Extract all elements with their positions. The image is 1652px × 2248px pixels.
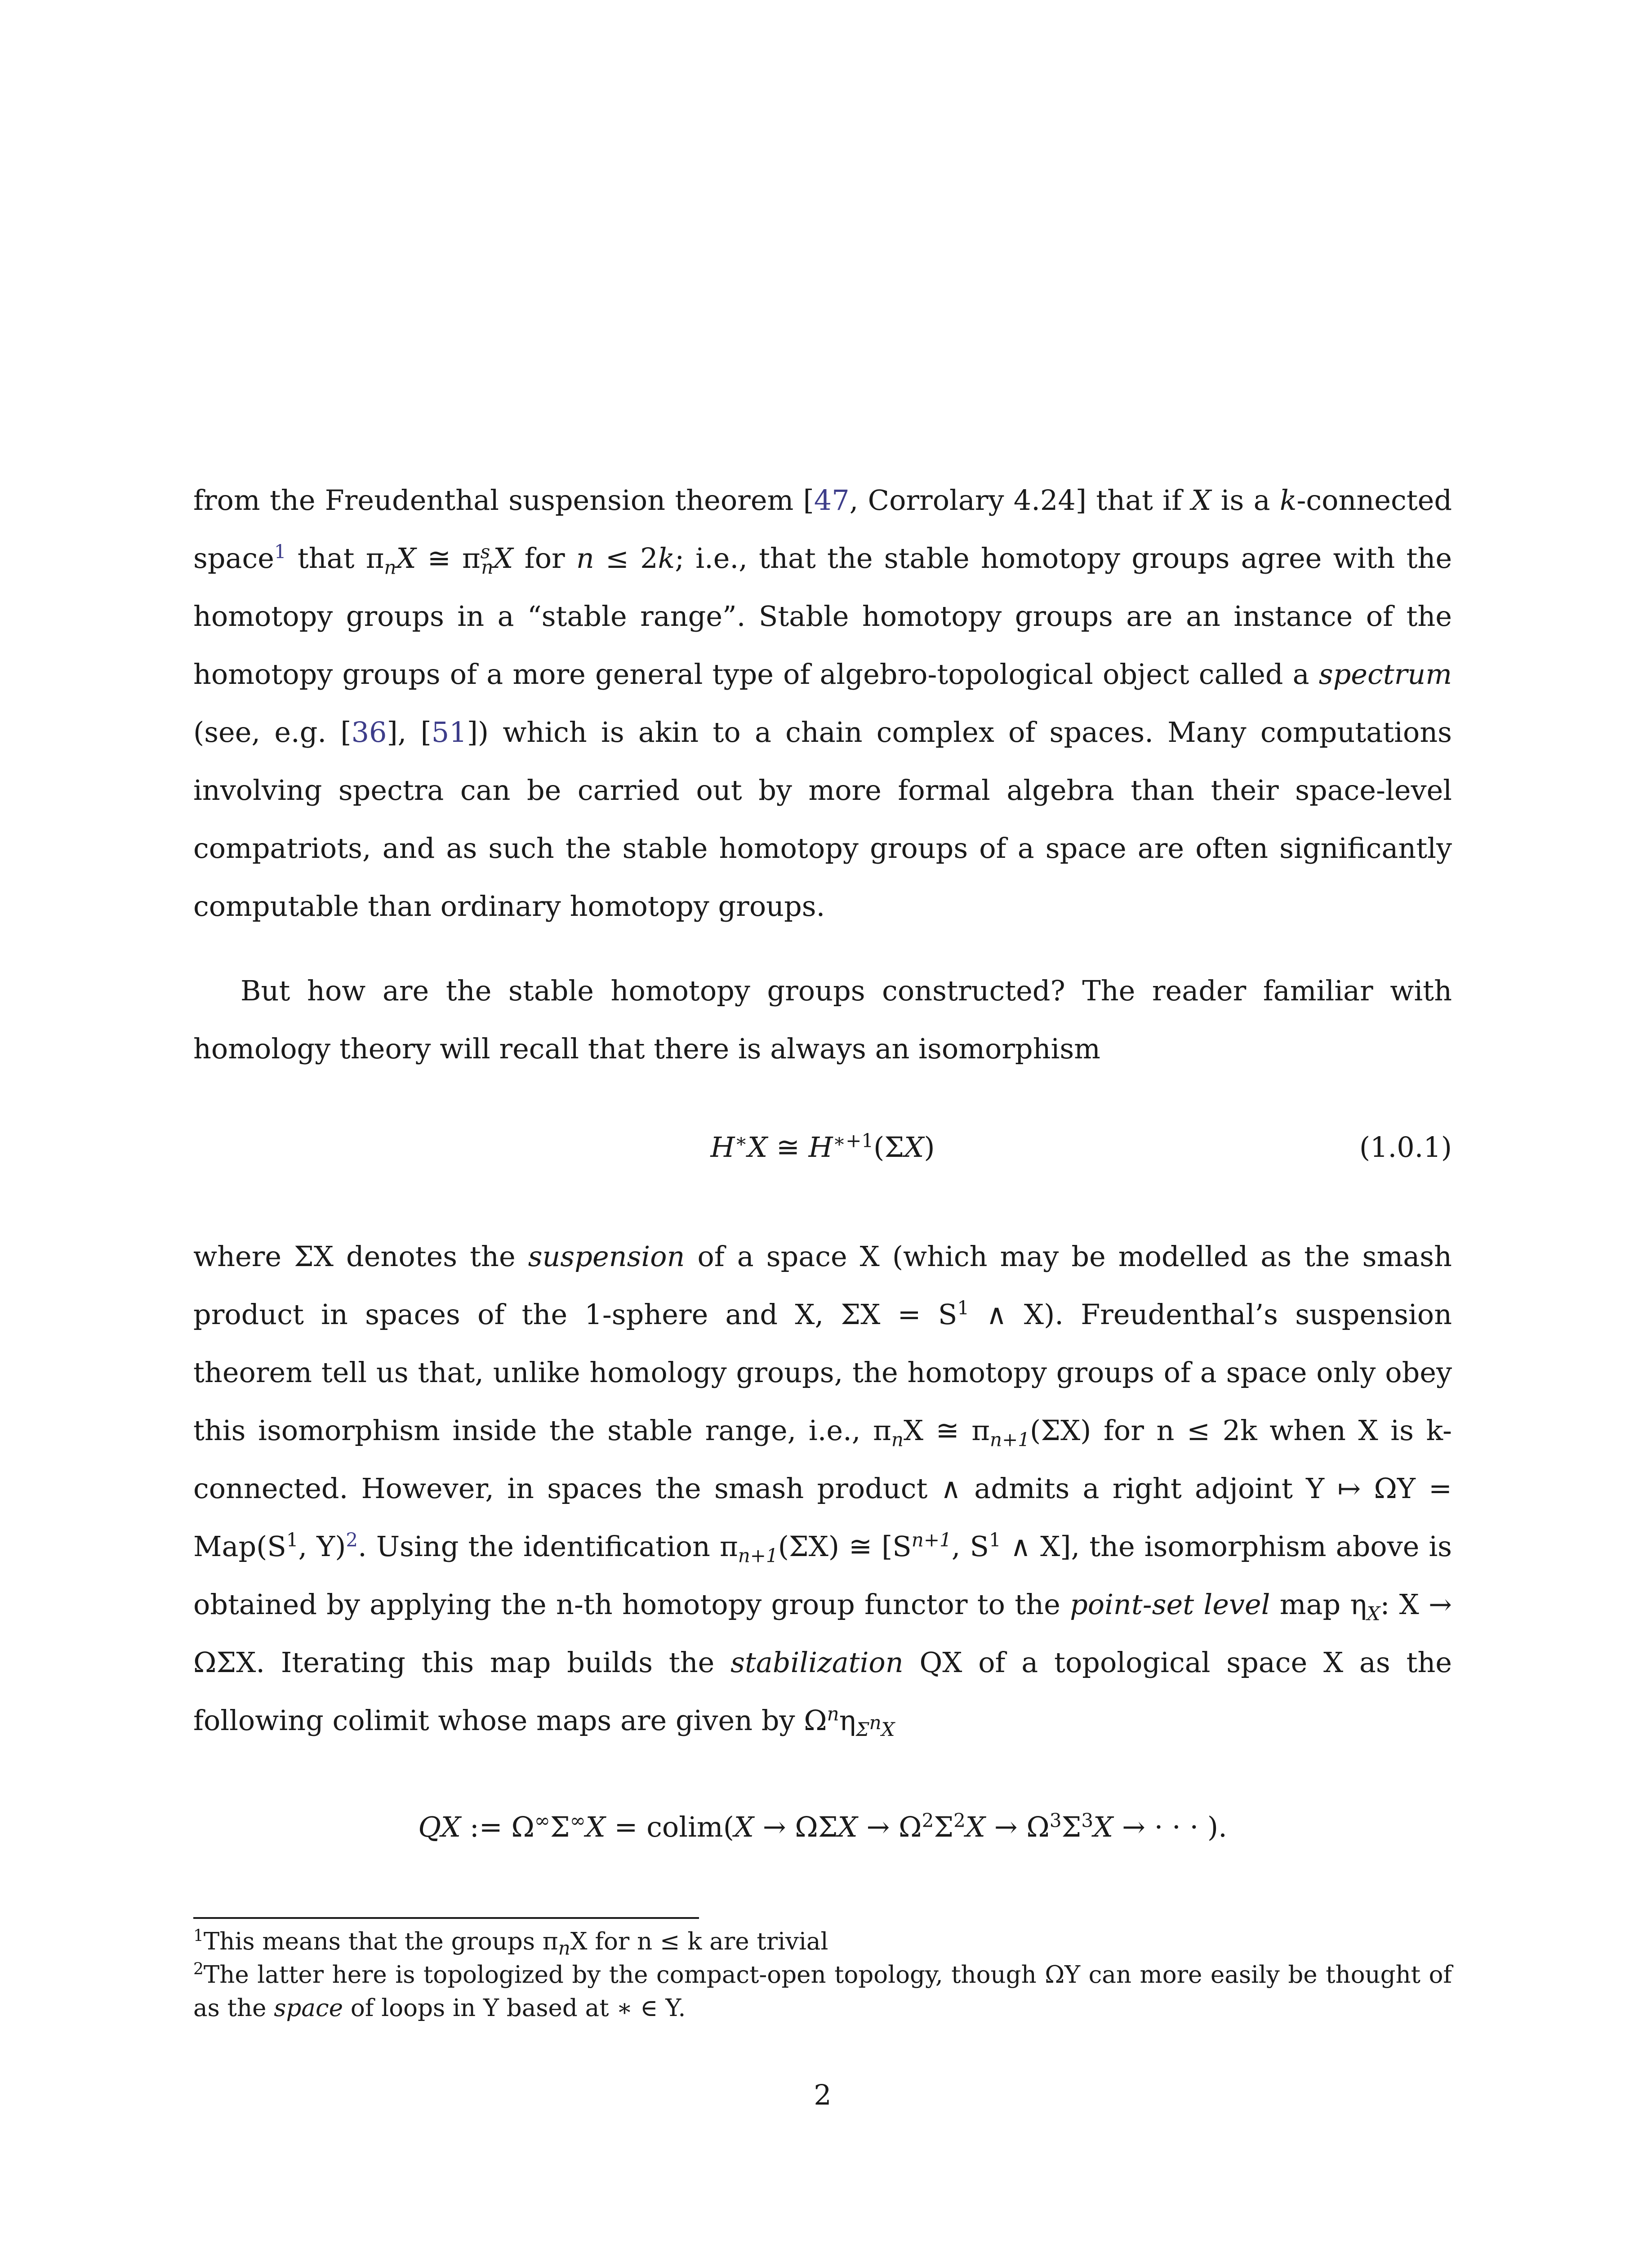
footnote-text: The latter here is topologized by the compact-open topology, though ΩY can more easily be thought of as the: [193, 1961, 1452, 2022]
math-var: k: [1279, 484, 1297, 517]
text-run: from the Freudenthal suspension theorem [: [193, 484, 814, 517]
paragraph-freudenthal: [193, 471, 1452, 935]
text-run: . Using the identification π: [358, 1530, 738, 1563]
math-sub: ΣnX: [855, 1712, 895, 1741]
text-run: X ≅ π: [903, 1414, 990, 1447]
text-run: (see, e.g. [: [193, 716, 352, 749]
text-run: (ΣX) for n ≤ 2k when X is k-connected. However, in spaces the smash product ∧ admits a right adjoint Y ↦ ΩY = Map(S: [193, 1414, 1452, 1563]
math-var: X: [396, 542, 416, 575]
text-run: η: [839, 1704, 856, 1737]
footnote-mark-1[interactable]: 1: [274, 540, 286, 563]
text-run: , Y): [298, 1530, 346, 1563]
footnote-1: $^1$This means that the groups $\pi_nX$ for n ≤ k are trivial: [193, 1927, 828, 1959]
equation-body: QX := $\Omega^\infty\Sigma^\infty X = colim(X \to \Omega\Sigma X \to \Omega^2\Sigma^2X \to \Omega^3\Sigma^3X$ → · · · ).: [418, 1809, 1227, 1843]
math-var: X: [1191, 484, 1211, 517]
footnote-text: This means that the groups π: [203, 1928, 558, 1955]
footnote-mark-2[interactable]: 2: [346, 1529, 358, 1551]
text-run: ≅ π: [416, 542, 481, 575]
text-run: where ΣX denotes the: [193, 1240, 528, 1273]
math-sup: n: [827, 1703, 839, 1725]
math-sup: s: [480, 540, 490, 563]
paragraph-suspension: [193, 1227, 1452, 1749]
math-var: X: [493, 542, 513, 575]
page-number: 2: [814, 2079, 832, 2111]
math-var: n: [576, 542, 594, 575]
term-spectrum: spectrum: [1318, 658, 1452, 691]
math-sub: n: [891, 1428, 904, 1451]
math-sub: n: [384, 556, 396, 579]
paragraph-stable-construction: [193, 962, 1452, 1078]
math-sub: n+1: [738, 1544, 778, 1567]
text-run: (ΣX) ≅ [S: [778, 1530, 912, 1563]
text-run: : X → ΩΣX. Iterating this map builds the: [193, 1588, 1452, 1679]
text-run: of a space X (which may be modelled as the smash product in spaces of the 1-sphere and X, ΣX = S: [193, 1240, 1452, 1331]
equation-label: (1.0.1): [1359, 1131, 1452, 1164]
footnote-term-space: space: [274, 1994, 343, 2022]
math-sub: X: [1367, 1602, 1380, 1625]
term-suspension: suspension: [528, 1240, 685, 1273]
math-sup: 1: [957, 1297, 970, 1319]
text-run: is a: [1211, 484, 1280, 517]
paragraph-text: But how are the stable homotopy groups constructed? The reader familiar with homology theory will recall that there is always an isomorphism: [193, 974, 1452, 1065]
text-run: for: [513, 542, 576, 575]
text-run: , Corrolary 4.24] that if: [849, 484, 1192, 517]
text-run: ≤ 2: [594, 542, 658, 575]
equation-body: H∗X ≅ $H^{∗+1}(\Sigma X)$: [710, 1129, 935, 1164]
math-sub: n: [481, 556, 494, 579]
text-run: ∧ X], the isomorphism above is obtained by applying the n-th homotopy group functor to the: [193, 1530, 1452, 1621]
text-run: ∧ X). Freudenthal’s suspension theorem tell us that, unlike homology groups, the homotopy groups of a space only obey this isomorphism inside the stable range, i.e., π: [193, 1298, 1452, 1447]
math-var: k: [658, 542, 675, 575]
footnote-2: $^2$The latter here is topologized by the compact-open topology, though ΩY can more easily be thought of as the space of loops in Y based at ∗ ∈ Y.: [193, 1960, 1452, 2022]
term-stabilization: stabilization: [730, 1646, 904, 1679]
math-sup: n+1: [911, 1529, 952, 1551]
text-run: that π: [286, 542, 384, 575]
term-point-set-level: point-set level: [1070, 1588, 1270, 1621]
citation-51[interactable]: 51: [431, 716, 467, 749]
text-run: ]) which is akin to a chain complex of spaces. Many computations involving spectra can be carried out by more formal algebra than their space-level compatriots, and as such the stable homotopy groups of a space are often significantly computable than ordinary homotopy groups.: [193, 716, 1452, 923]
citation-36[interactable]: 36: [351, 716, 387, 749]
math-sub: n+1: [990, 1428, 1030, 1451]
text-run: ; i.e., that the stable homotopy groups agree with the homotopy groups in a “stable range”. Stable homotopy groups are an instance of the homotopy groups of a more general type of algebro-topological object called a: [193, 542, 1452, 691]
text-run: QX of a topological space X as the following colimit whose maps are given by Ω: [193, 1646, 1452, 1737]
equation-stabilization-colimit: [193, 1798, 1452, 1856]
text-run: ], [: [387, 716, 432, 749]
text-run: -connected space: [193, 484, 1452, 575]
math-sup: 1: [989, 1529, 1001, 1551]
footnotes: [193, 1925, 1452, 2025]
footnote-text: X for n ≤ k are trivial: [570, 1928, 828, 1955]
footnote-text: of loops in Y based at ∗ ∈ Y.: [343, 1994, 686, 2022]
math-sup: 1: [286, 1529, 298, 1551]
citation-47[interactable]: 47: [814, 484, 850, 517]
equation-1-0-1: [193, 1118, 1452, 1177]
footnote-rule: [193, 1917, 699, 1919]
text-run: map η: [1270, 1588, 1367, 1621]
text-run: , S: [951, 1530, 989, 1563]
